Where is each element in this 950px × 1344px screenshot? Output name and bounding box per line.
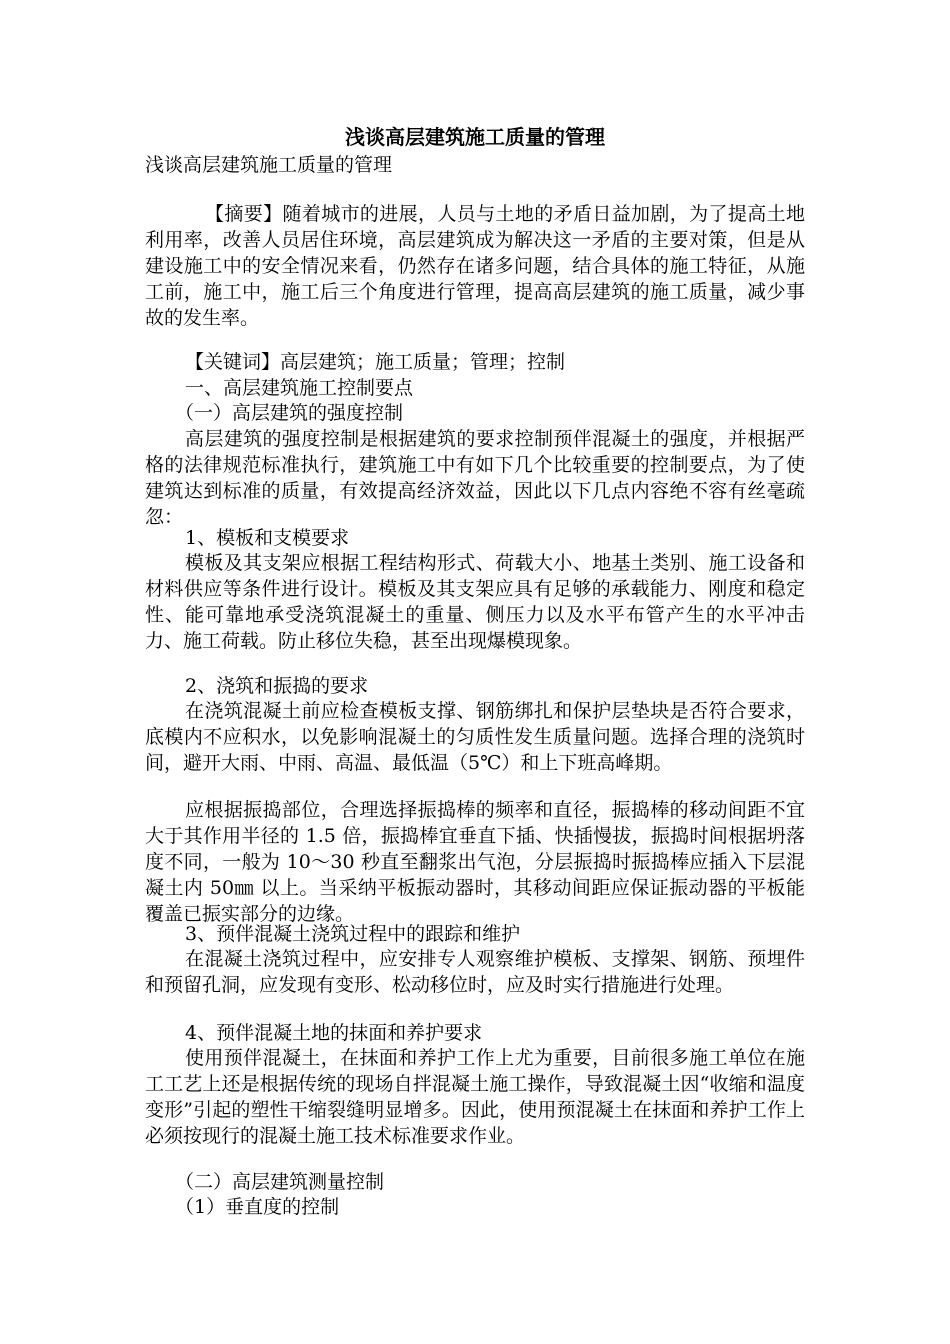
body-paragraph: 在混凝土浇筑过程中，应安排专人观察维护模板、支撑架、钢筋、预埋件和预留孔洞，应发现有变形、松动移位时，应及时实行措施进行处理。 <box>145 948 805 996</box>
item-heading: 2、浇筑和振捣的要求 <box>185 675 369 697</box>
item-heading: 1、模板和支模要求 <box>185 527 350 549</box>
document-title: 浅谈高层建筑施工质量的管理 <box>345 125 605 149</box>
subsection-heading: （二）高层建筑测量控制 <box>175 1171 385 1193</box>
document-subtitle: 浅谈高层建筑施工质量的管理 <box>145 154 393 176</box>
keywords-paragraph: 【关键词】高层建筑；施工质量；管理；控制 <box>185 351 566 373</box>
item-heading: 4、预伴混凝土地的抹面和养护要求 <box>185 1022 483 1044</box>
body-paragraph: 在浇筑混凝土前应检查模板支撑、钢筋绑扎和保护层垫块是否符合要求，底模内不应积水，以免影响混凝土的匀质性发生质量问题。选择合理的浇筑时间，避开大雨、中雨、高温、最低温（5℃）和上下班高峰期。 <box>145 700 805 774</box>
body-paragraph: 使用预伴混凝土，在抹面和养护工作上尤为重要，目前很多施工单位在施工工艺上还是根据传统的现场自拌混凝土施工操作，导致混凝土因“收缩和温度变形”引起的塑性干缩裂缝明显增多。因此，使用预混凝土在抹面和养护工作上必须按现行的混凝土施工技术标准要求作业。 <box>145 1047 805 1147</box>
subsection-heading: （一）高层建筑的强度控制 <box>175 402 404 424</box>
subsection-heading: （1）垂直度的控制 <box>175 1196 340 1218</box>
item-heading: 3、预伴混凝土浇筑过程中的跟踪和维护 <box>185 923 521 945</box>
section-heading: 一、高层建筑施工控制要点 <box>185 377 414 399</box>
body-paragraph: 高层建筑的强度控制是根据建筑的要求控制预伴混凝土的强度，并根据严格的法律规范标准执行，建筑施工中有如下几个比较重要的控制要点，为了使建筑达到标准的质量，有效提高经济效益，因此以下几点内容绝不容有丝毫疏忽： <box>145 428 805 528</box>
body-paragraph: 模板及其支架应根据工程结构形式、荷载大小、地基土类别、施工设备和材料供应等条件进行设计。模板及其支架应具有足够的承载能力、刚度和稳定性、能可靠地承受浇筑混凝土的重量、侧压力以及水平布管产生的水平冲击力、施工荷载。防止移位失稳，甚至出现爆模现象。 <box>145 552 805 652</box>
abstract-paragraph: 【摘要】随着城市的进展，人员与土地的矛盾日益加剧，为了提高土地利用率，改善人员居住环境，高层建筑成为解决这一矛盾的主要对策，但是从建设施工中的安全情况来看，仍然存在诸多问题，结合具体的施工特征，从施工前，施工中，施工后三个角度进行管理，提高高层建筑的施工质量，减少事故的发生率。 <box>145 203 805 329</box>
body-paragraph: 应根据振捣部位，合理选择振捣棒的频率和直径，振捣棒的移动间距不宜大于其作用半径的 1.5 倍，振捣棒宜垂直下插、快插慢拔，振捣时间根据坍落度不同，一般为 10～30 秒直至翻浆出气泡，分层振捣时振捣棒应插入下层混凝土内 50㎜ 以上。当采纳平板振动器时，其移动间距应保证振动器的平板能覆盖已振实部分的边缘。 <box>145 799 805 925</box>
